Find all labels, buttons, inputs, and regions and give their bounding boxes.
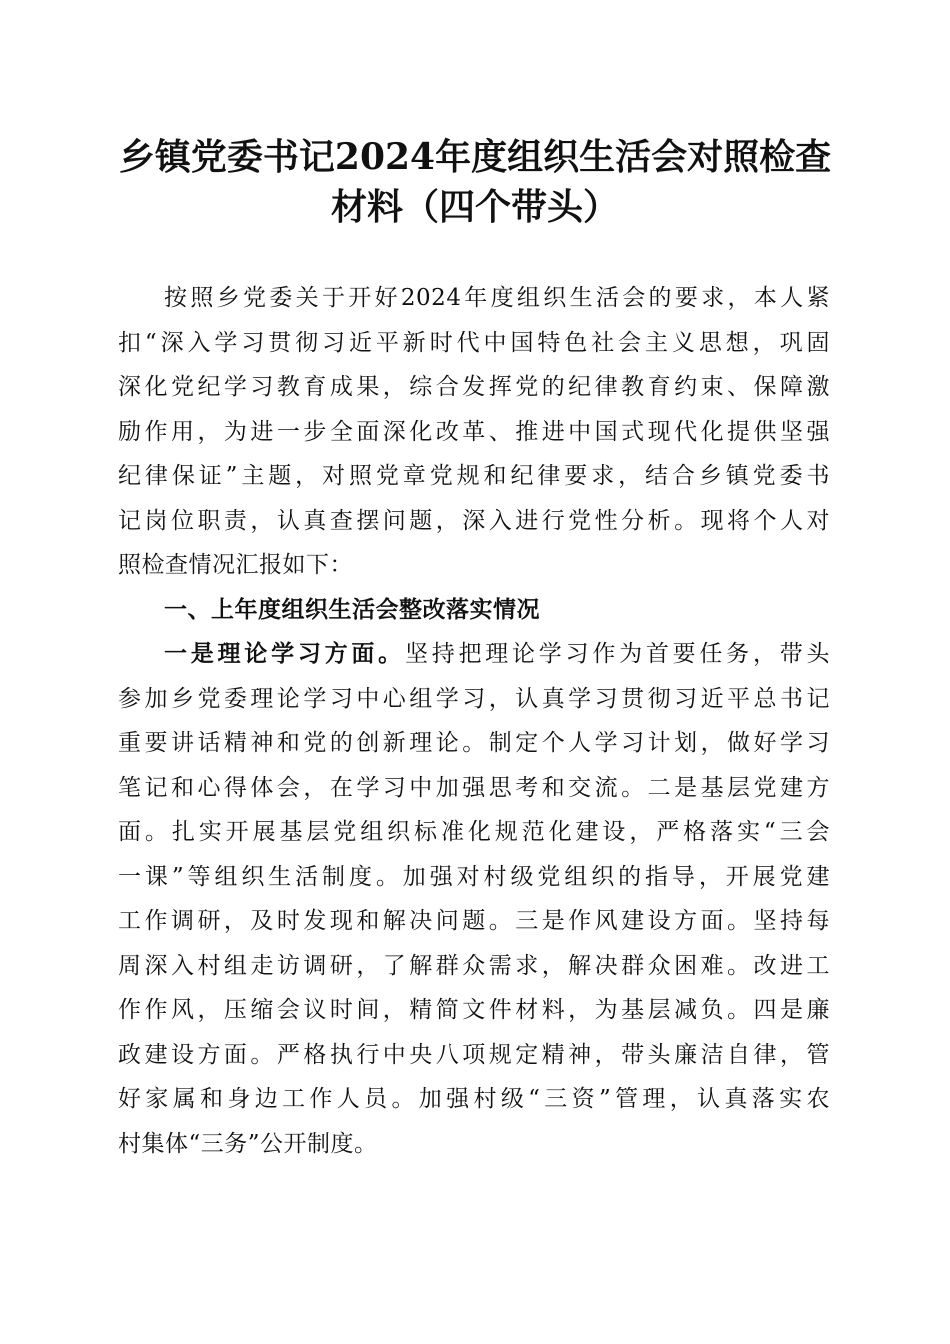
section-1-line: 笔记和心得体会，在学习中加强思考和交流。二是基层党建方 xyxy=(118,774,830,801)
intro-line: 纪律保证”主题，对照党章党规和纪律要求，结合乡镇党委书 xyxy=(118,463,830,489)
section-1-line: 重要讲话精神和党的创新理论。制定个人学习计划，做好学习 xyxy=(118,730,830,756)
section-1-line: 工作调研，及时发现和解决问题。三是作风建设方面。坚持每 xyxy=(118,908,830,934)
section-1-line: 政建设方面。严格执行中央八项规定精神，带头廉洁自律，管 xyxy=(118,1041,830,1068)
section-1-line: 作作风，压缩会议时间，精简文件材料，为基层减负。四是廉 xyxy=(118,997,830,1023)
section-1-line: 好家属和身边工作人员。加强村级“三资”管理，认真落实农 xyxy=(118,1086,830,1112)
document-title xyxy=(100,132,850,232)
section-1-line-text: 坚持把理论学习作为首要任务，带头 xyxy=(404,641,831,667)
section-1-line: 一课”等组织生活制度。加强对村级党组织的指导，开展党建 xyxy=(118,863,830,890)
document-title-line-1: 乡镇党委书记2024年度组织生活会对照检查 xyxy=(118,136,832,178)
document-title-line-2: 材料（四个带头） xyxy=(330,186,619,228)
section-1-heading: 一、上年度组织生活会整改落实情况 xyxy=(164,596,540,623)
section-1-lead: 一是理论学习方面。 xyxy=(164,640,405,667)
section-1-line: 面。扎实开展基层党组织标准化规范化建设，严格落实“三会 xyxy=(118,819,830,845)
intro-line: 深化党纪学习教育成果，综合发挥党的纪律教育约束、保障激 xyxy=(118,374,830,400)
intro-line: 照检查情况汇报如下： xyxy=(118,552,353,578)
document-body xyxy=(118,276,830,1166)
section-1-line: 村集体“三务”公开制度。 xyxy=(118,1130,378,1157)
section-1-first-line xyxy=(118,632,830,677)
intro-line: 扣“深入学习贯彻习近平新时代中国特色社会主义思想，巩固 xyxy=(118,329,830,356)
section-1-line: 参加乡党委理论学习中心组学习，认真学习贯彻习近平总书记 xyxy=(118,685,830,712)
section-1-line: 周深入村组走访调研，了解群众需求，解决群众困难。改进工 xyxy=(118,952,830,979)
intro-line: 按照乡党委关于开好2024年度组织生活会的要求，本人紧 xyxy=(164,285,830,311)
intro-line: 励作用，为进一步全面深化改革、推进中国式现代化提供坚强 xyxy=(118,418,830,445)
intro-line: 记岗位职责，认真查摆问题，深入进行党性分析。现将个人对 xyxy=(118,507,830,534)
